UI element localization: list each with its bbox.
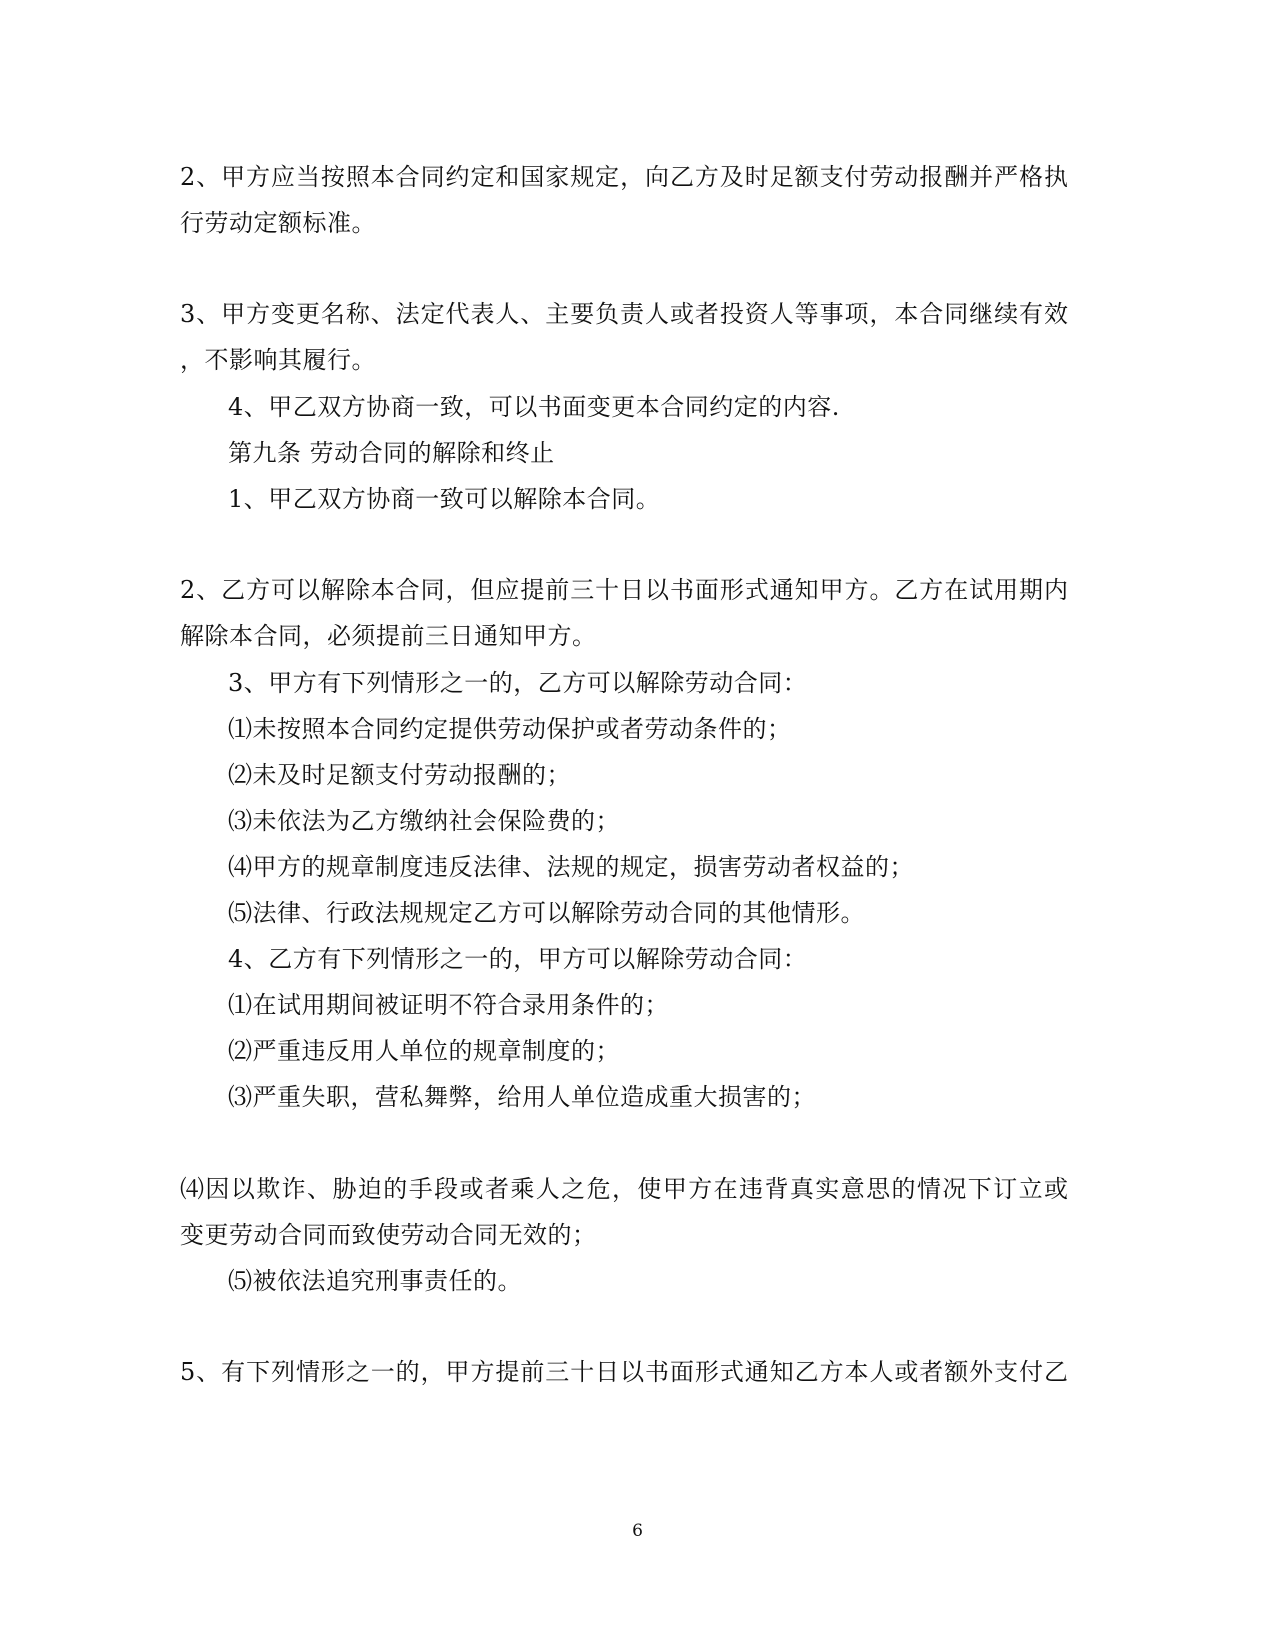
list-item: ⑷因以欺诈、胁迫的手段或者乘人之危，使甲方在违背真实意思的情况下订立或 (180, 1175, 1068, 1203)
paragraph-line: 2、乙方可以解除本合同，但应提前三十日以书面形式通知甲方。乙方在试用期内 (180, 576, 1068, 604)
paragraph-line: 解除本合同，必须提前三日通知甲方。 (180, 622, 597, 650)
paragraph-line: 3、甲方变更名称、法定代表人、主要负责人或者投资人等事项，本合同继续有效 (180, 300, 1068, 328)
page-number: 6 (632, 1521, 643, 1541)
paragraph-line: 行劳动定额标准。 (180, 209, 376, 237)
list-item: ⑴未按照本合同约定提供劳动保护或者劳动条件的； (228, 715, 792, 743)
list-item: ⑸法律、行政法规规定乙方可以解除劳动合同的其他情形。 (228, 899, 865, 927)
paragraph-line: 变更劳动合同而致使劳动合同无效的； (180, 1221, 597, 1249)
list-item: ⑶严重失职，营私舞弊，给用人单位造成重大损害的； (228, 1083, 816, 1111)
paragraph-line: 3、甲方有下列情形之一的，乙方可以解除劳动合同： (228, 669, 808, 697)
paragraph-line: ，不影响其履行。 (180, 346, 376, 374)
list-item: ⑸被依法追究刑事责任的。 (228, 1267, 522, 1295)
list-item: ⑷甲方的规章制度违反法律、法规的规定，损害劳动者权益的； (228, 853, 914, 881)
list-item: ⑵未及时足额支付劳动报酬的； (228, 761, 571, 789)
list-item: ⑵严重违反用人单位的规章制度的； (228, 1037, 620, 1065)
paragraph-line: 5、有下列情形之一的，甲方提前三十日以书面形式通知乙方本人或者额外支付乙 (180, 1358, 1068, 1386)
paragraph-line: 2、甲方应当按照本合同约定和国家规定，向乙方及时足额支付劳动报酬并严格执 (180, 163, 1068, 191)
list-item: ⑴在试用期间被证明不符合录用条件的； (228, 991, 669, 1019)
paragraph-line: 4、甲乙双方协商一致，可以书面变更本合同约定的内容. (228, 393, 840, 421)
paragraph-line: 1、甲乙双方协商一致可以解除本合同。 (228, 485, 661, 513)
section-heading: 第九条 劳动合同的解除和终止 (228, 439, 555, 467)
paragraph-line: 4、乙方有下列情形之一的，甲方可以解除劳动合同： (228, 945, 808, 973)
list-item: ⑶未依法为乙方缴纳社会保险费的； (228, 807, 620, 835)
